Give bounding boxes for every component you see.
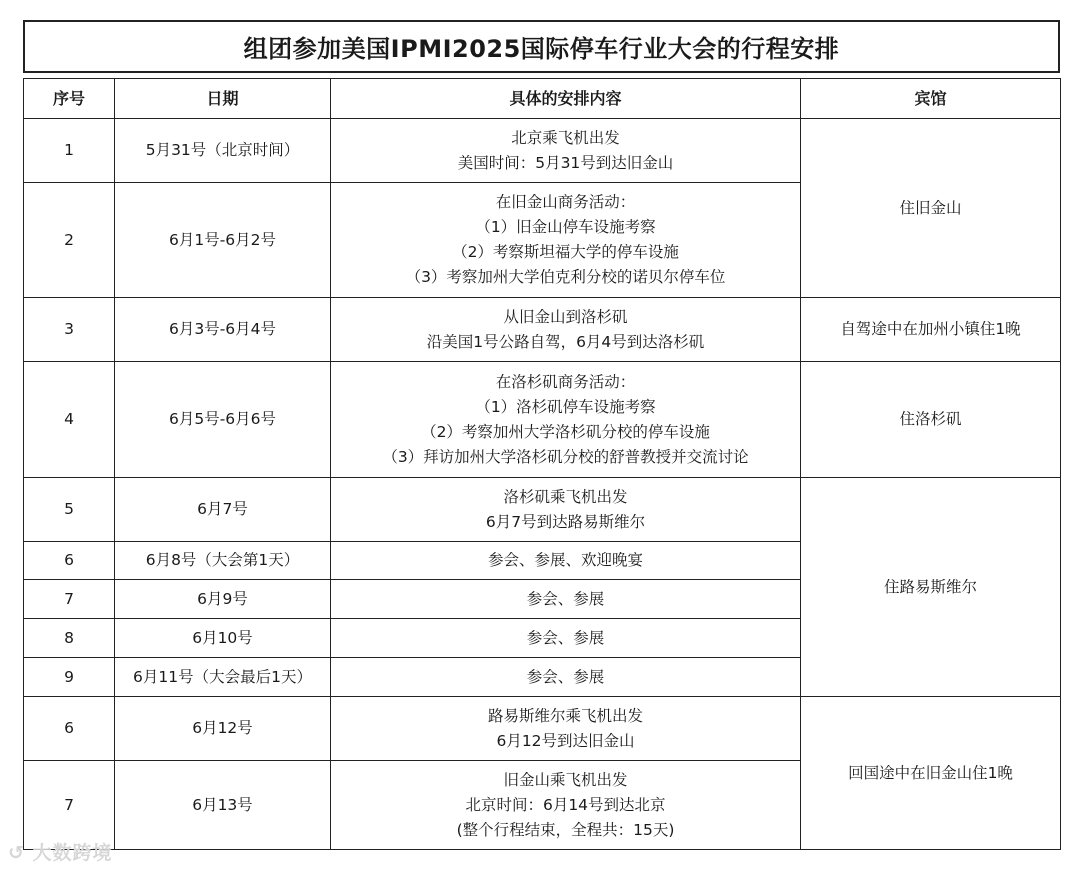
row-content [331,183,801,298]
row-date: 6月8号（大会第1天） [115,542,331,580]
row-content [331,761,801,850]
content-line: 在旧金山商务活动： [495,193,636,211]
row-date: 6月3号-6月4号 [115,298,331,362]
header-date: 日期 [115,79,331,119]
table-row [24,478,1061,542]
row-hotel: 住洛杉矶 [801,362,1061,478]
content-line: 从旧金山到洛杉矶 [503,307,628,326]
header-number: 序号 [24,79,115,119]
row-hotel: 住路易斯维尔 [801,478,1061,697]
row-date: 6月13号 [115,761,331,850]
row-content: 参会、参展 [331,619,801,658]
table-row [24,298,1061,362]
table-row [24,697,1061,761]
row-number: 2 [24,183,115,298]
content-line: （3）考察加州大学伯克利分校的诺贝尔停车位 [405,268,726,286]
row-date: 6月1号-6月2号 [115,183,331,298]
row-content: 参会、参展 [331,658,801,697]
watermark-logo-icon: ↺ [8,842,25,864]
content-line: (整个行程结束，全程共：15天) [456,820,675,839]
row-content [331,298,801,362]
itinerary-table [23,78,1061,850]
content-line: （1）旧金山停车设施考察 [475,218,656,236]
header-row [24,79,1061,119]
row-number: 6 [24,697,115,761]
row-date: 6月7号 [115,478,331,542]
row-hotel: 自驾途中在加州小镇住1晚 [801,298,1061,362]
row-content: 参会、参展 [331,580,801,619]
row-date: 6月5号-6月6号 [115,362,331,478]
content-line: （2）考察加州大学洛杉矶分校的停车设施 [421,422,710,441]
watermark-text: 大数跨境 [32,842,113,864]
row-content [331,697,801,761]
row-hotel: 回国途中在旧金山住1晚 [801,697,1061,850]
content-line: 北京时间：6月14号到达北京 [465,795,666,814]
row-number: 8 [24,619,115,658]
row-content [331,362,801,478]
content-line: （3）拜访加州大学洛杉矶分校的舒普教授并交流讨论 [382,447,749,466]
content-line: 旧金山乘飞机出发 [503,770,628,789]
content-line: 6月12号到达旧金山 [496,731,635,750]
row-number: 4 [24,362,115,478]
row-number: 7 [24,580,115,619]
row-date: 6月10号 [115,619,331,658]
row-number: 1 [24,119,115,183]
header-hotel: 宾馆 [801,79,1061,119]
page-title: 组团参加美国IPMI2025国际停车行业大会的行程安排 [23,20,1060,73]
table-row [24,362,1061,478]
row-content [331,119,801,183]
row-date: 6月9号 [115,580,331,619]
content-line: 6月7号到达路易斯维尔 [485,512,646,531]
row-number: 5 [24,478,115,542]
content-line: 路易斯维尔乘飞机出发 [487,706,643,725]
content-line: 洛杉矶乘飞机出发 [503,487,628,506]
watermark [8,838,113,865]
header-content: 具体的安排内容 [331,79,801,119]
content-line: （2）考察斯坦福大学的停车设施 [452,243,679,261]
row-content [331,478,801,542]
content-line: 沿美国1号公路自驾，6月4号到达洛杉矶 [426,332,705,351]
row-content: 参会、参展、欢迎晚宴 [331,542,801,580]
row-number: 7 [24,761,115,850]
row-number: 6 [24,542,115,580]
row-date: 6月12号 [115,697,331,761]
content-line: 北京乘飞机出发 [511,128,620,147]
row-number: 9 [24,658,115,697]
row-date: 6月11号（大会最后1天） [115,658,331,697]
row-hotel: 住旧金山 [801,119,1061,298]
table-row [24,119,1061,183]
content-line: 美国时间：5月31号到达旧金山 [457,153,674,172]
row-date: 5月31号（北京时间） [115,119,331,183]
content-line: （1）洛杉矶停车设施考察 [475,397,656,416]
row-number: 3 [24,298,115,362]
content-line: 在洛杉矶商务活动： [495,372,636,391]
